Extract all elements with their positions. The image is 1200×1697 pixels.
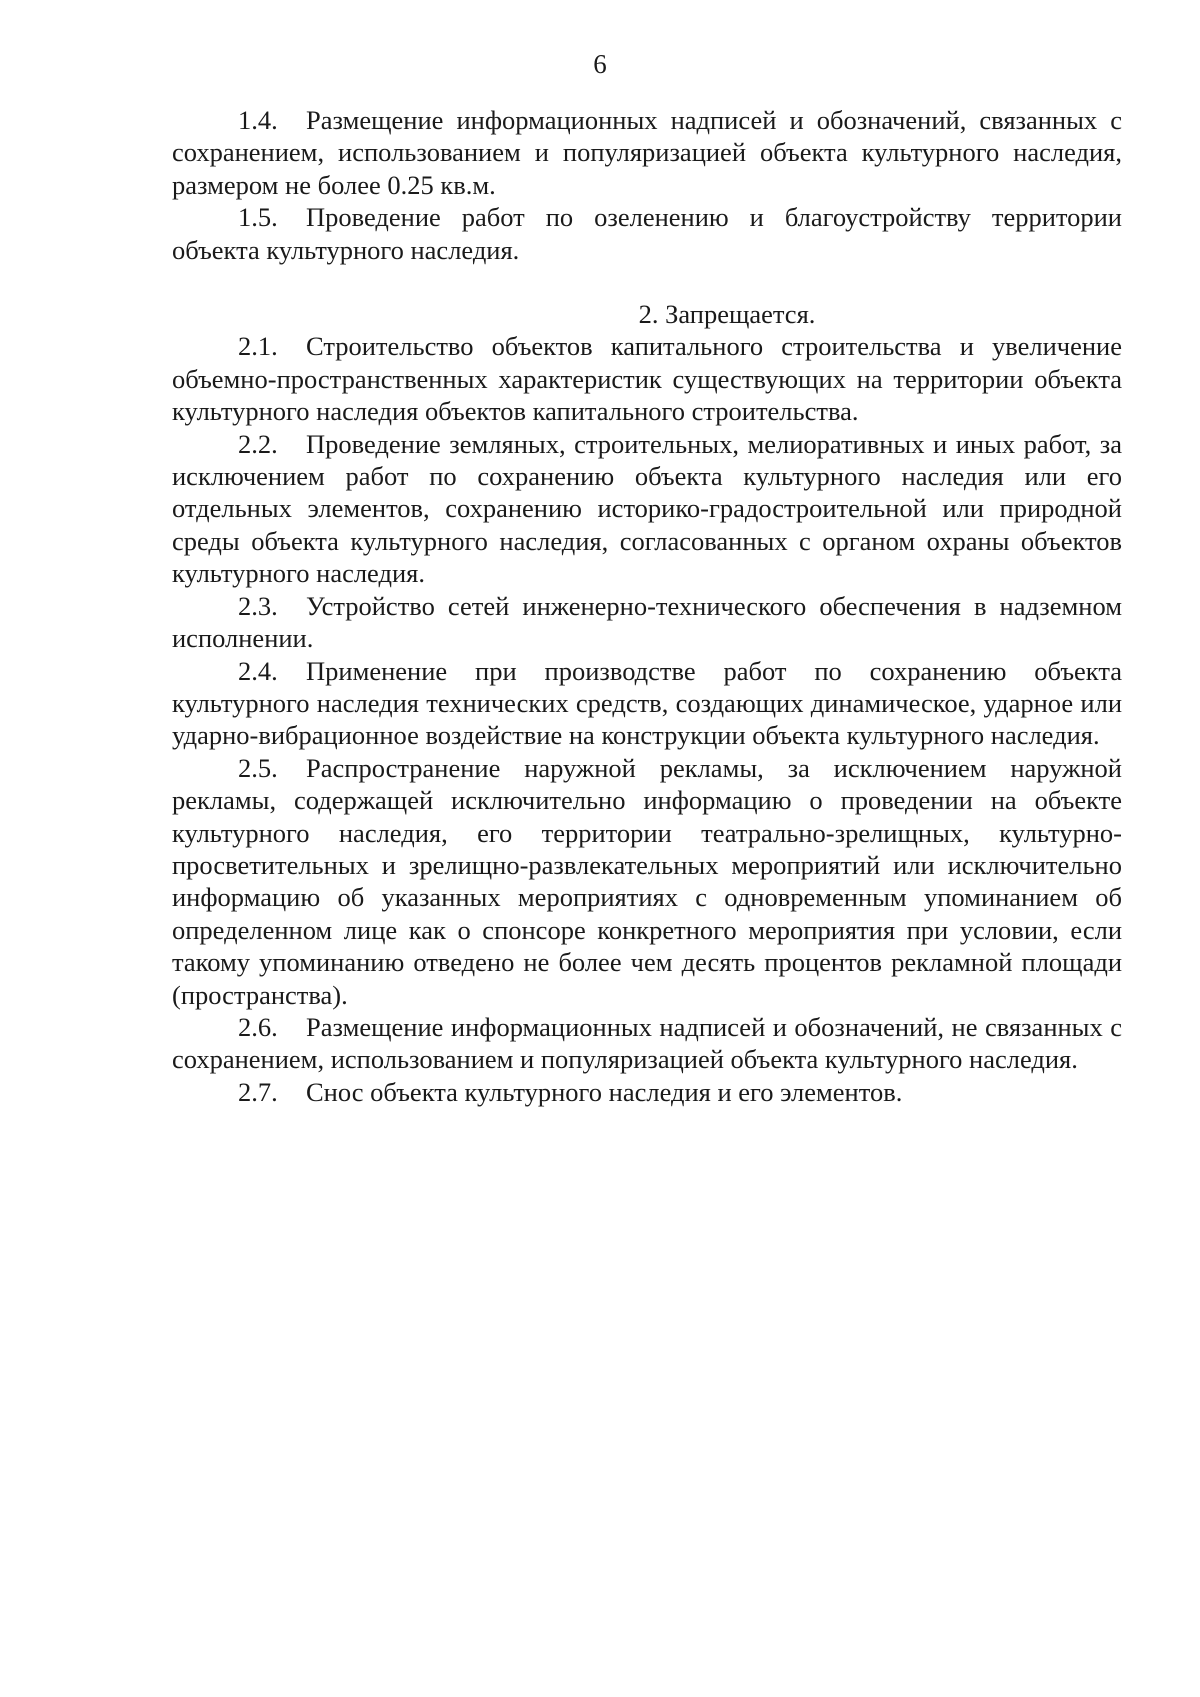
item-text: Применение при производстве работ по сохранению объекта культурного наследия технических средств, создающих динамическое, ударное или ударно-вибрационное воздействие на конструкции объекта культурного наследия.	[172, 655, 1122, 751]
item-number: 2.5.	[238, 752, 278, 783]
section-heading: 2. Запрещается.	[638, 299, 816, 330]
item-text: Распространение наружной рекламы, за исключением наружной рекламы, содержащей исключительно информацию о проведении на объекте культурного наследия, его территории театрально-зрелищных, культурно-просветительных и зрелищно-развлекательных мероприятий или исключительно информацию об указанных мероприятиях с одновременным упоминанием об определенном лице как о спонсоре конкретного мероприятия при условии, если такому упоминанию отведено не более чем десять процентов рекламной площади (пространства).	[172, 752, 1122, 1010]
paragraph-2-6	[172, 1011, 1122, 1076]
item-number: 1.5.	[238, 202, 278, 233]
paragraph-2-5	[172, 752, 1122, 1011]
item-number: 1.4.	[238, 105, 278, 135]
item-number: 2.2.	[238, 428, 278, 459]
item-text: Размещение информационных надписей и обозначений, связанных с сохранением, использованием и популяризацией объекта культурного наследия, размером не более 0.25 кв.м.	[172, 105, 1122, 200]
item-number: 2.7.	[238, 1076, 278, 1107]
paragraph-2-3	[172, 590, 1122, 655]
paragraph-2-1	[172, 330, 1122, 427]
item-text: Строительство объектов капитального строительства и увеличение объемно-пространственных характеристик существующих на территории объекта культурного наследия объектов капитального строительства.	[172, 331, 1122, 427]
item-text: Проведение работ по озеленению и благоустройству территории объекта культурного наследия.	[172, 202, 1122, 265]
paragraph-2-2	[172, 428, 1122, 590]
document-body	[172, 104, 1122, 1108]
item-number: 2.4.	[238, 655, 278, 686]
item-text: Устройство сетей инженерно-технического обеспечения в надземном исполнении.	[172, 590, 1122, 654]
item-text: Снос объекта культурного наследия и его элементов.	[306, 1076, 903, 1107]
item-number: 2.3.	[238, 590, 278, 621]
paragraph-1-5	[172, 201, 1122, 266]
page-number: 6	[593, 49, 607, 79]
item-text: Размещение информационных надписей и обозначений, не связанных с сохранением, использованием и популяризацией объекта культурного наследия.	[172, 1011, 1122, 1075]
paragraph-2-4	[172, 655, 1122, 752]
paragraph-2-7	[172, 1076, 1122, 1108]
item-number: 2.1.	[238, 331, 278, 362]
item-text: Проведение земляных, строительных, мелиоративных и иных работ, за исключением работ по сохранению объекта культурного наследия или его отдельных элементов, сохранению историко-градостроительной или природной среды объекта культурного наследия, согласованных с органом охраны объектов культурного наследия.	[172, 428, 1122, 589]
item-number: 2.6.	[238, 1011, 278, 1042]
paragraph-1-4	[172, 104, 1122, 201]
